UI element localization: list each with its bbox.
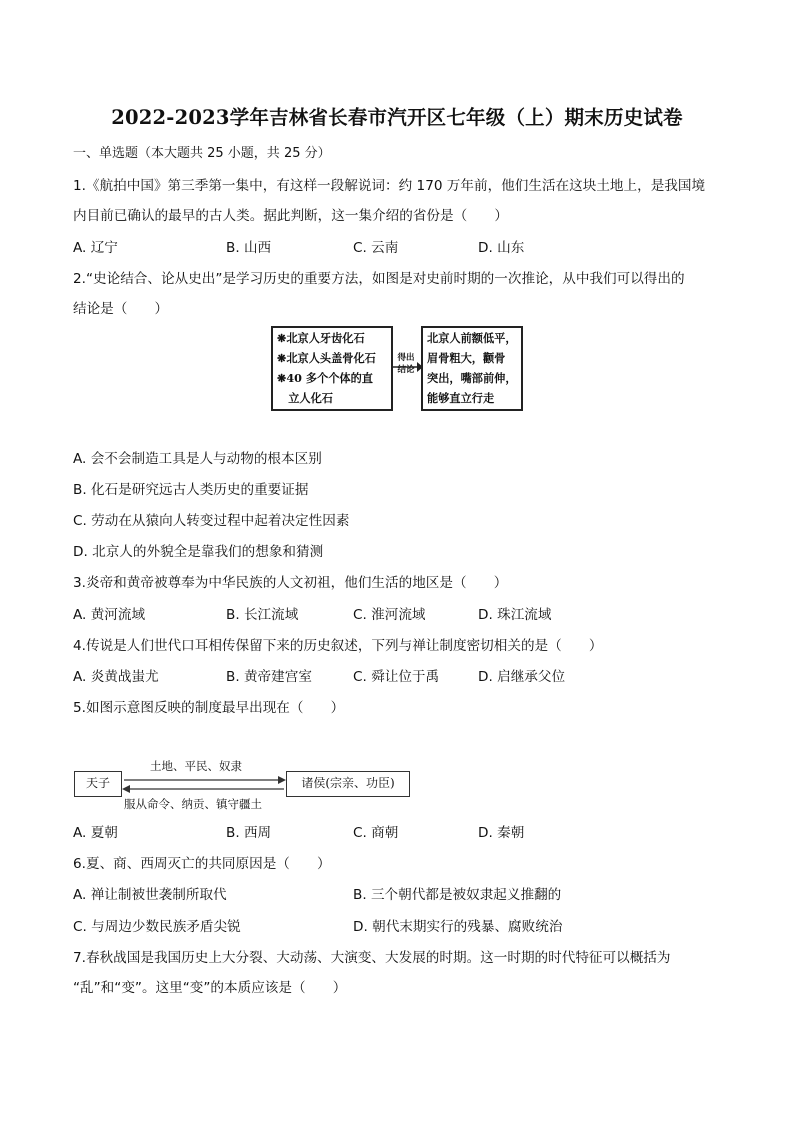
question-6-option-a: A. 禅让制被世袭制所取代 — [73, 887, 227, 903]
question-4-option-c: C. 舜让位于禹 — [353, 669, 440, 685]
feudal-system-figure — [74, 758, 410, 814]
emperor-box: 天子 — [74, 771, 122, 797]
top-label: 土地、平民、奴隶 — [150, 759, 242, 773]
question-3-option-c: C. 淮河流域 — [353, 607, 426, 623]
section-heading: 一、单选题（本大题共 25 小题，共 25 分） — [73, 146, 331, 161]
bottom-label: 服从命令、纳贡、镇守疆土 — [124, 797, 262, 811]
question-6-option-d: D. 朝代末期实行的残暴、腐败统治 — [353, 919, 563, 935]
question-7-stem-line-2: “乱”和“变”。这里“变”的本质应该是（ ） — [73, 980, 347, 996]
question-1-stem-line-2: 内目前已确认的最早的古人类。据此判断，这一集介绍的省份是（ ） — [73, 208, 508, 224]
question-5-option-d: D. 秦朝 — [478, 825, 525, 841]
conclusion-line: 北京人前额低平， — [427, 331, 517, 345]
question-4-option-b: B. 黄帝建宫室 — [226, 669, 312, 685]
conclusion-line: 突出，嘴部前伸， — [427, 371, 517, 385]
question-5-option-a: A. 夏朝 — [73, 825, 118, 841]
right-arrow-icon — [391, 360, 423, 374]
question-1-option-a: A. 辽宁 — [73, 240, 118, 256]
question-2-option-a: A. 会不会制造工具是人与动物的根本区别 — [73, 451, 322, 467]
evidence-line: ❋北京人头盖骨化石 — [277, 351, 376, 365]
question-2-stem-line-1: 2.“史论结合、论从史出”是学习历史的重要方法，如图是对史前时期的一次推论，从中我们可以得出的 — [73, 271, 685, 287]
question-1-option-b: B. 山西 — [226, 240, 272, 256]
question-4-stem: 4.传说是人们世代口耳相传保留下来的历史叙述，下列与禅让制度密切相关的是（ ） — [73, 638, 603, 654]
question-3-stem: 3.炎帝和黄帝被尊奉为中华民族的人文初祖，他们生活的地区是（ ） — [73, 575, 508, 591]
question-3-option-d: D. 珠江流域 — [478, 607, 552, 623]
double-arrow-icon — [122, 775, 286, 795]
question-7-stem-line-1: 7.春秋战国是我国历史上大分裂、大动荡、大演变、大发展的时期。这一时期的时代特征可以概括为 — [73, 950, 671, 966]
evidence-line: ❋40 多个个体的直 — [277, 371, 373, 385]
inference-figure — [271, 326, 523, 405]
question-6-stem: 6.夏、商、西周灭亡的共同原因是（ ） — [73, 856, 331, 872]
question-6-option-c: C. 与周边少数民族矛盾尖锐 — [73, 919, 241, 935]
question-1-option-d: D. 山东 — [478, 240, 525, 256]
question-2-option-d: D. 北京人的外貌全是靠我们的想象和猜测 — [73, 544, 324, 560]
question-5-option-c: C. 商朝 — [353, 825, 399, 841]
question-3-option-b: B. 长江流域 — [226, 607, 299, 623]
question-1-stem-line-1: 1.《航拍中国》第三季第一集中，有这样一段解说词：约 170 万年前，他们生活在这块土地上，是我国境 — [73, 178, 706, 194]
question-3-option-a: A. 黄河流域 — [73, 607, 146, 623]
evidence-box — [271, 326, 393, 411]
page-title: 2022-2023学年吉林省长春市汽开区七年级（上）期末历史试卷 — [111, 106, 683, 129]
question-6-option-b: B. 三个朝代都是被奴隶起义推翻的 — [353, 887, 562, 903]
evidence-line: 立人化石 — [277, 391, 333, 405]
question-4-option-d: D. 启继承父位 — [478, 669, 566, 685]
question-5-stem: 5.如图示意图反映的制度最早出现在（ ） — [73, 700, 345, 716]
question-5-option-b: B. 西周 — [226, 825, 272, 841]
question-1-option-c: C. 云南 — [353, 240, 399, 256]
conclusion-box — [421, 326, 523, 411]
arrow-label-top: 得出 — [397, 353, 415, 363]
vassal-box: 诸侯(宗亲、功臣) — [286, 771, 410, 797]
question-4-option-a: A. 炎黄战蚩尤 — [73, 669, 159, 685]
arrow-label-bottom: 结论 — [397, 365, 415, 375]
question-2-option-c: C. 劳动在从猿向人转变过程中起着决定性因素 — [73, 513, 350, 529]
question-2-option-b: B. 化石是研究远古人类历史的重要证据 — [73, 482, 309, 498]
conclusion-line: 眉骨粗大，颧骨 — [427, 351, 506, 365]
question-2-stem-line-2: 结论是（ ） — [73, 301, 169, 317]
evidence-line: ❋北京人牙齿化石 — [277, 331, 365, 345]
conclusion-line: 能够直立行走 — [427, 391, 495, 405]
